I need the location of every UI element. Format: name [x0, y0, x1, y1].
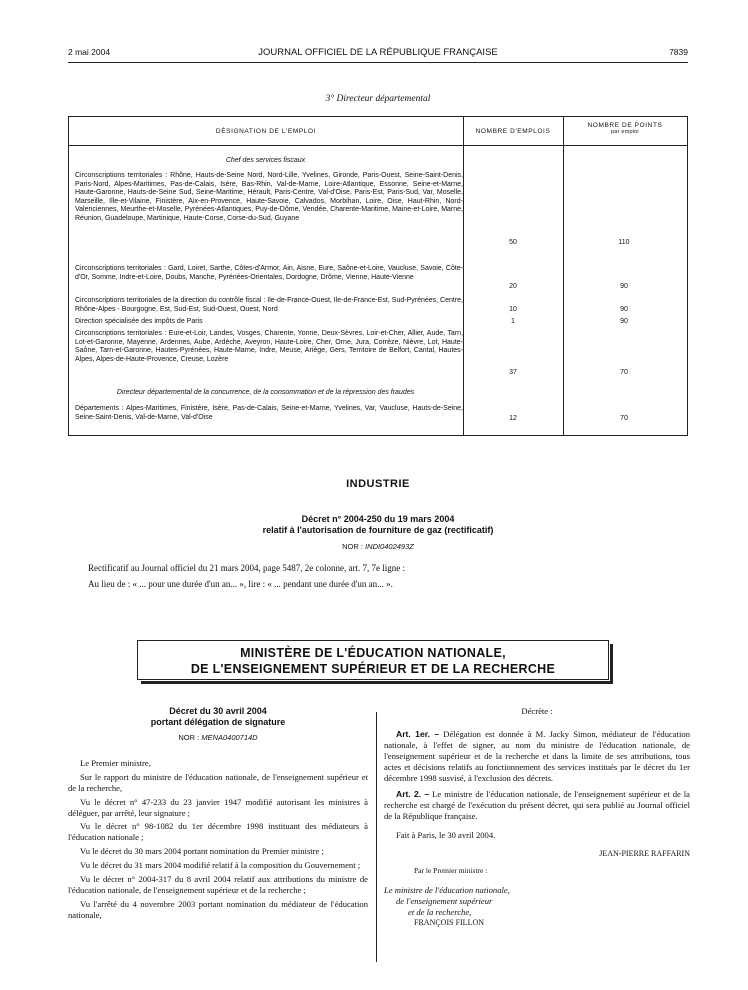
nor-label: NOR : [178, 733, 200, 742]
table-cell-points: 90 [620, 318, 628, 325]
table-row: Circonscriptions territoriales : Gard, Loiret, Sarthe, Côtes-d'Armor, Ain, Aisne, Eure, Saône-et-Loire, Vaucluse, Savoie, Côte-d'Or, Somme, Indre-et-Loire, Doubs, Manche, Pyrénées-Orientales, Dordogne, Drôme, Vienne, Haute-Vienne [75, 265, 463, 281]
ministry-heading-line1: MINISTÈRE DE L'ÉDUCATION NATIONALE, [240, 646, 506, 660]
header-journal-title: JOURNAL OFFICIEL DE LA RÉPUBLIQUE FRANÇAISE [258, 47, 498, 58]
article-1 [384, 729, 690, 784]
section-heading-industrie: INDUSTRIE [346, 478, 410, 490]
nor-reference [68, 542, 688, 551]
table-section-title: Chef des services fiscaux [225, 157, 306, 164]
table-cell-points: 70 [620, 415, 628, 422]
decree-right-column [384, 706, 690, 929]
article-2 [384, 789, 690, 822]
table-cell-points: 90 [620, 283, 628, 290]
nor-code: MENA0400714D [201, 733, 258, 742]
par-le-premier-ministre: Par le Premier ministre : [414, 865, 488, 875]
table-cell-emplois: 37 [509, 369, 517, 376]
ministry-heading-box [137, 640, 609, 680]
header-rule [68, 62, 688, 63]
table-header-points-sub: par emploi [611, 129, 639, 135]
decree-paragraph: Vu le décret n° 2004-317 du 8 avril 2004 relatif aux attributions du ministre de l'éducation nationale, de l'enseignement supérieur et de la recherche ; [68, 874, 368, 895]
decree-paragraph: Vu le décret n° 98-1082 du 1er décembre 1998 instituant des médiateurs à l'éducation nationale ; [68, 821, 368, 843]
minister-title-line: de l'enseignement supérieur [396, 895, 493, 906]
table-cell-points: 90 [620, 306, 628, 313]
table-header-points [563, 122, 687, 135]
table-row: Départements : Alpes-Maritimes, Finistère, Isère, Pas-de-Calais, Seine-et-Marne, Yvelines, Var, Vaucluse, Hauts-de-Seine, Seine-Saint-Denis, Val-de-Marne, Val-d'Oise [75, 405, 463, 421]
table-col-divider [563, 117, 564, 435]
decrete-label: Décrète : [521, 706, 553, 716]
fait-a-paris: Fait à Paris, le 30 avril 2004. [396, 830, 496, 841]
decree-title: Décret n° 2004-250 du 19 mars 2004 [301, 514, 455, 524]
table-row: Direction spécialisée des impôts de Paris [75, 318, 203, 325]
table-row: Circonscriptions territoriales de la direction du contrôle fiscal : Ile-de-France-Ouest, Ile-de-France-Est, Sud-Pyrénées, Centre, Rhône-Alpes - Bourgogne, Est, Sud-Est, Sud-Ouest, Ouest, Nord [75, 297, 463, 313]
table-cell-emplois: 10 [509, 306, 517, 313]
table-cell-emplois: 50 [509, 239, 517, 246]
table-cell-emplois: 12 [509, 415, 517, 422]
nor-label: NOR : [342, 542, 363, 551]
decree-paragraph: Vu l'arrêté du 4 novembre 2003 portant nomination du médiateur de l'éducation nationale, [68, 898, 368, 920]
table-cell-points: 70 [620, 369, 628, 376]
header-date: 2 mai 2004 [68, 47, 111, 57]
table-header-points-label: NOMBRE DE POINTS [587, 122, 663, 129]
article-2-label: Art. 2. – [396, 789, 430, 800]
header-page-number: 7839 [669, 47, 688, 57]
table-row: Circonscriptions territoriales : Eure-et-Loir, Landes, Vosges, Charente, Yonne, Deux-Sèvres, Loir-et-Cher, Allier, Aude, Tarn, Lot-et-Garonne, Mayenne, Ardennes, Aube, Ardèche, Aveyron, Haute-Loire, Cher, Orne, Jura, Corrèze, Nièvre, Lot, Haute-Saône, Tarn-et-Garonne, Hautes-Pyrénées, Haute-Marne, Indre, Meuse, Ariège, Gers, Territoire de Belfort, Cantal, Hautes-Alpes, Alpes-de-Haute-Provence, Creuse, Lozère [75, 330, 463, 363]
decree-paragraph: Sur le rapport du ministre de l'éducation nationale, de l'enseignement supérieur et de la recherche, [68, 771, 368, 793]
table-section-title: Directeur départemental de la concurrence, de la consommation et de la répression des fraudes [116, 389, 415, 396]
decree-paragraph: Vu le décret du 30 mars 2004 portant nomination du Premier ministre ; [80, 846, 324, 857]
table-cell-emplois: 20 [509, 283, 517, 290]
table-cell-emplois: 1 [511, 318, 515, 325]
decree-subtitle: portant délégation de signature [150, 717, 286, 727]
decree-left-column [68, 706, 368, 924]
page-header [68, 47, 688, 61]
decree-paragraph: Vu le décret n° 47-233 du 23 janvier 1947 modifié autorisant les ministres à déléguer, par arrêté, leur signature ; [68, 796, 368, 818]
signatory-name: JEAN-PIERRE RAFFARIN [599, 849, 690, 859]
minister-name: FRANÇOIS FILLON [414, 917, 485, 927]
decree-title: Décret du 30 avril 2004 [169, 706, 267, 716]
minister-title-line: et de la recherche, [408, 906, 472, 917]
decree-paragraph: Le Premier ministre, [80, 757, 151, 768]
article-1-label: Art. 1er. – [396, 728, 440, 739]
decree-subtitle: relatif à l'autorisation de fourniture de gaz (rectificatif) [262, 525, 494, 535]
nor-code: INDI0402493Z [365, 542, 414, 551]
table-cell-points: 110 [618, 239, 630, 246]
article-1-text: Délégation est donnée à M. Jacky Simon, médiateur de l'éducation nationale, à l'effet de signer, au nom du ministre de l'éducation nationale, de l'enseignement supérieur et de la recherche et dans la limite de ses attributions, tous actes et décisions relatifs au fonctionnement des services institués par le décret du 1er décembre 1998 susvisé, à l'exclusion des décrets. [384, 728, 690, 783]
minister-title-line: Le ministre de l'éducation nationale, [384, 884, 510, 895]
table-caption: 3° Directeur départemental [325, 94, 431, 104]
table-header-designation: DÉSIGNATION DE L'EMPLOI [215, 128, 317, 135]
table-header-emplois: NOMBRE D'EMPLOIS [475, 128, 551, 135]
ministry-heading-line2: DE L'ENSEIGNEMENT SUPÉRIEUR ET DE LA RECHERCHE [190, 662, 556, 676]
table-row: Circonscriptions territoriales : Rhône, Hauts-de-Seine Nord, Nord-Lille, Yvelines, Gironde, Paris-Ouest, Seine-Saint-Denis, Paris-Nord, Alpes-Maritimes, Pas-de-Calais, Isère, Bas-Rhin, Val-de-Marne, Loire-Atlantique, Essonne, Seine-et-Marne, Haute-Garonne, Hauts-de-Seine Sud, Seine-Maritime, Hérault, Paris-Centre, Val-d'Oise, Paris-Est, Paris-Sud, Var, Moselle, Marseille, Ille-et-Vilaine, Finistère, Aix-en-Provence, Haute-Savoie, Calvados, Morbihan, Loire, Oise, Haut-Rhin, Nord-Valenciennes, Meurthe-et-Moselle, Pyrénées-Atlantiques, Puy-de-Dôme, Vendée, Charente-Maritime, Maine-et-Loire, Marne, Réunion, Guadeloupe, Martinique, Haute-Corse, Corse-du-Sud, Guyane [75, 172, 463, 222]
rectificatif-correction: Au lieu de : « ... pour une durée d'un an... », lire : « ... pendant une durée d'un an... ». [88, 579, 393, 589]
nor-reference [68, 733, 368, 744]
table-header-rule [69, 145, 687, 146]
rectificatif-line: Rectificatif au Journal officiel du 21 mars 2004, page 5487, 2e colonne, art. 7, 7e ligne : [88, 563, 405, 573]
article-2-text: Le ministre de l'éducation nationale, de l'enseignement supérieur et de la recherche est chargé de l'exécution du présent décret, qui sera publié au Journal officiel de la République française. [384, 789, 690, 822]
employment-table [68, 116, 688, 436]
decree-paragraph: Vu le décret du 31 mars 2004 modifié relatif à la composition du Gouvernement ; [80, 860, 361, 871]
table-col-divider [463, 117, 464, 435]
column-divider [376, 712, 377, 962]
